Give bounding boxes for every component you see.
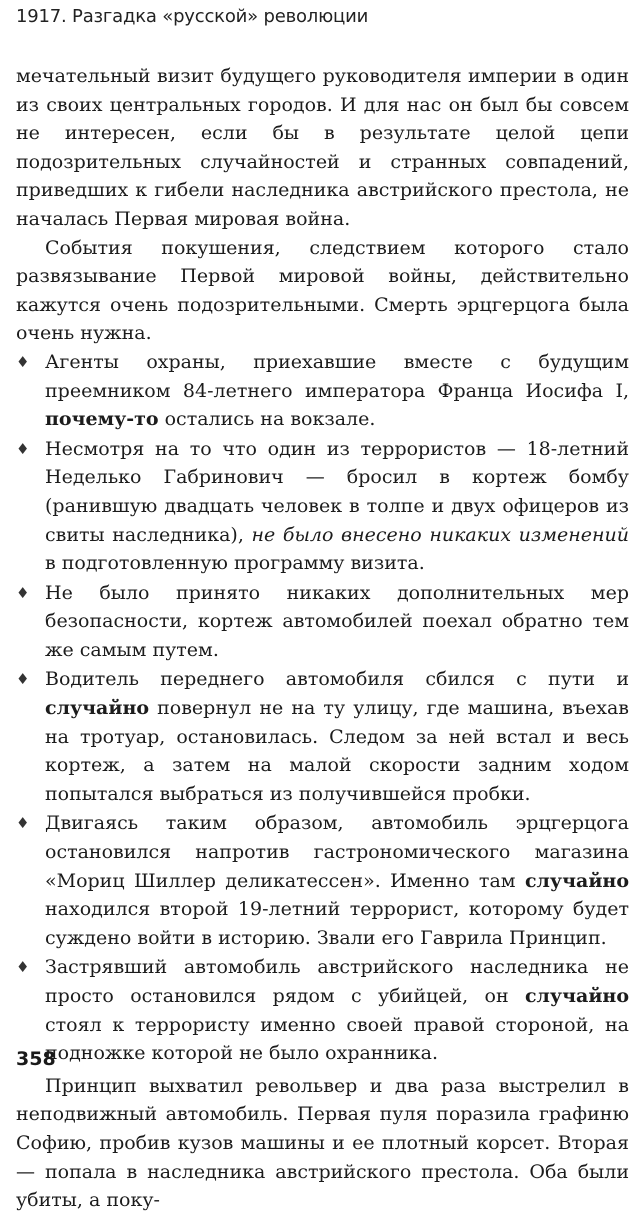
list-item: ♦ Не было принято никаких дополнительных мер безопасности, кортеж автомобилей поехал обратно тем же самым путем. — [16, 579, 629, 665]
running-head: 1917. Разгадка «русской» революции — [16, 6, 369, 27]
list-item: ♦ Агенты охраны, приехавшие вместе с будущим преемником 84-летнего императора Франца Иосифа I, почему-то остались на вокзале. — [16, 348, 629, 434]
list-item: ♦ Несмотря на то что один из террористов — 18-летний Неделько Габринович — бросил в кортеж бомбу (ранившую двадцать человек в толпе и двух офицеров из свиты наследника), не было внесено никаких изменений в подготовленную программу визита. — [16, 435, 629, 578]
paragraph-intro-2: События покушения, следствием которого стало развязывание Первой мировой войны, действительно кажутся очень подозрительными. Смерть эрцгерцога была очень нужна. — [16, 236, 629, 345]
body-text — [16, 62, 629, 1215]
emphasis-bold: случайно — [45, 697, 150, 720]
page-number: 358 — [16, 1048, 56, 1070]
list-item: ♦ Застрявший автомобиль австрийского наследника не просто остановился рядом с убийцей, он случайно стоял к террористу именно своей правой стороной, на подножке которой не было охранника. — [16, 953, 629, 1067]
diamond-bullet-icon: ♦ — [16, 439, 30, 458]
list-item: ♦ Двигаясь таким образом, автомобиль эрцгерцога остановился напротив гастрономического магазина «Мориц Шиллер деликатессен». Именно там случайно находился второй 19-летний террорист, которому будет суждено войти в историю. Звали его Гаврила Принцип. — [16, 809, 629, 952]
emphasis-bold: почему-то — [45, 408, 159, 431]
emphasis-bold: случайно — [524, 869, 629, 892]
diamond-bullet-icon: ♦ — [16, 352, 30, 371]
emphasis-bold: случайно — [524, 985, 629, 1007]
paragraph-outro-1: Принцип выхватил револьвер и два раза выстрелил в неподвижный автомобиль. Первая пуля поразила графиню Софию, пробив кузов машины и ее плотный корсет. Вторая — попала в наследника австрийского престола. Оба были убиты, а поку- — [16, 1074, 629, 1212]
emphasis-italic: не было внесено никаких изменений — [251, 523, 629, 546]
list-item: ♦ Водитель переднего автомобиля сбился с пути и случайно повернул не на ту улицу, где машина, въехав на тротуар, остановилась. Следом за ней встал и весь кортеж, а затем на малой скорости задним ходом попытался выбраться из получившейся пробки. — [16, 665, 629, 808]
diamond-bullet-icon: ♦ — [16, 814, 30, 833]
diamond-bullet-icon: ♦ — [16, 958, 30, 977]
diamond-bullet-icon: ♦ — [16, 583, 30, 602]
diamond-bullet-icon: ♦ — [16, 670, 30, 689]
paragraph-intro-1: мечательный визит будущего руководителя империи в один из своих центральных городов. И для нас он был бы совсем не интересен, если бы в результате целой цепи подозрительных случайностей и странных совпадений, приведших к гибели наследника австрийского престола, не началась Первая мировая война. — [16, 65, 629, 230]
suspicious-facts-list — [16, 348, 629, 1068]
